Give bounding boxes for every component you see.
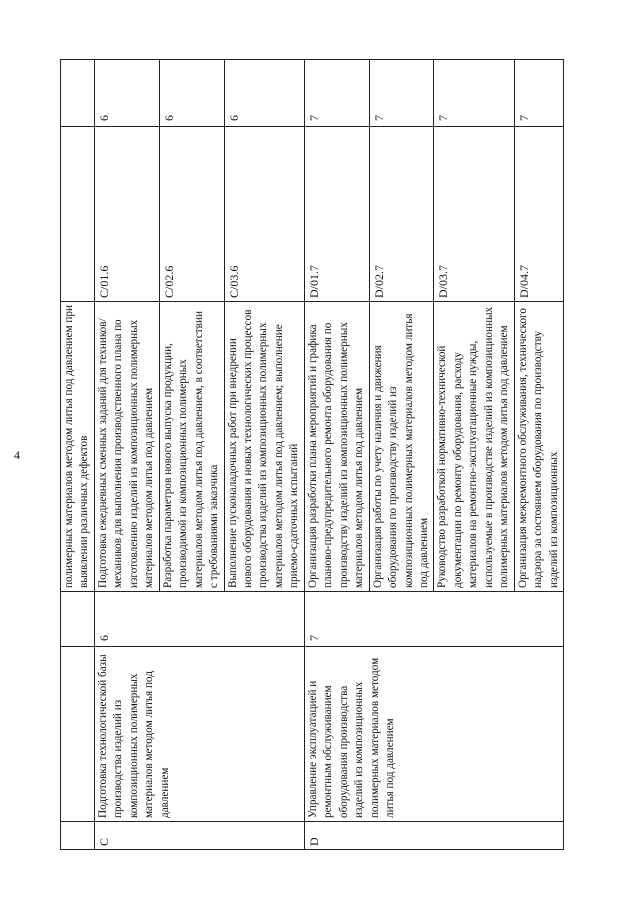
function-text: Разработка параметров нового выпуска продукции, производимой из композиционных полимерных материалов методом литья под давлением, в соответствии с требованиями заказчика (159, 302, 224, 592)
function-level: 7 (369, 60, 434, 127)
function-code: D/04.7 (514, 127, 563, 302)
function-text: Руководство разработкой нормативно-технической документации по ремонту оборудования, расходу материалов на ремонтно-эксплуатационные нужды, используемые в производстве изделий из композиционных полимерных материалов методом литья под давлением (434, 302, 514, 592)
group-code: D (304, 822, 563, 850)
table-row (94, 60, 159, 850)
function-text: Подготовка ежедневных сменных заданий для техников/механиков для выполнения производственного плана по изготовлению изделий из композиционных полимерных материалов методом литья под давлением (94, 302, 159, 592)
table-row (61, 60, 95, 850)
function-code: D/02.7 (369, 127, 434, 302)
function-code: C/03.6 (224, 127, 304, 302)
table-row (304, 60, 369, 850)
function-text: полимерных материалов методом литья под давлением при выявлении различных дефектов (61, 302, 95, 592)
function-code: C/01.6 (94, 127, 159, 302)
function-text: Организация разработки плана мероприятий и графика планово-предупредительного ремонта оборудования по производству изделий из композиционных полимерных материалов методом литья под давлением (304, 302, 369, 592)
function-code: C/02.6 (159, 127, 224, 302)
function-text: Выполнение пусконаладочных работ при внедрении нового оборудования и новых технологических процессов производства изделий из композиционных полимерных материалов методом литья под давлением; выполнение приемо-сдаточных испытаний (224, 302, 304, 592)
group-level: 7 (304, 592, 563, 647)
function-code: D/01.7 (304, 127, 369, 302)
group-title: Управление эксплуатацией и ремонтным обслуживанием оборудования производства изделий из композиционных полимерных материалов методом литья под давлением (304, 647, 563, 822)
rotated-table-wrapper (60, 60, 640, 850)
page-number: 4 (14, 448, 20, 462)
function-level: 6 (159, 60, 224, 127)
function-level: 6 (94, 60, 159, 127)
group-title: Подготовка технологической базы производства изделий из композиционных полимерных материалов методом литья под давлением (94, 647, 304, 822)
function-level: 7 (304, 60, 369, 127)
functions-table (60, 59, 564, 850)
group-code: C (94, 822, 304, 850)
function-level: 7 (514, 60, 563, 127)
function-text: Организация работы по учету наличия и движения оборудования по производству изделий из композиционных полимерных материалов методом литья под давлением (369, 302, 434, 592)
function-text: Организация межремонтного обслуживания, технического надзора за состоянием оборудования по производству изделий из композиционных (514, 302, 563, 592)
group-level: 6 (94, 592, 304, 647)
function-level: 7 (434, 60, 514, 127)
function-level: 6 (224, 60, 304, 127)
function-code: D/03.7 (434, 127, 514, 302)
